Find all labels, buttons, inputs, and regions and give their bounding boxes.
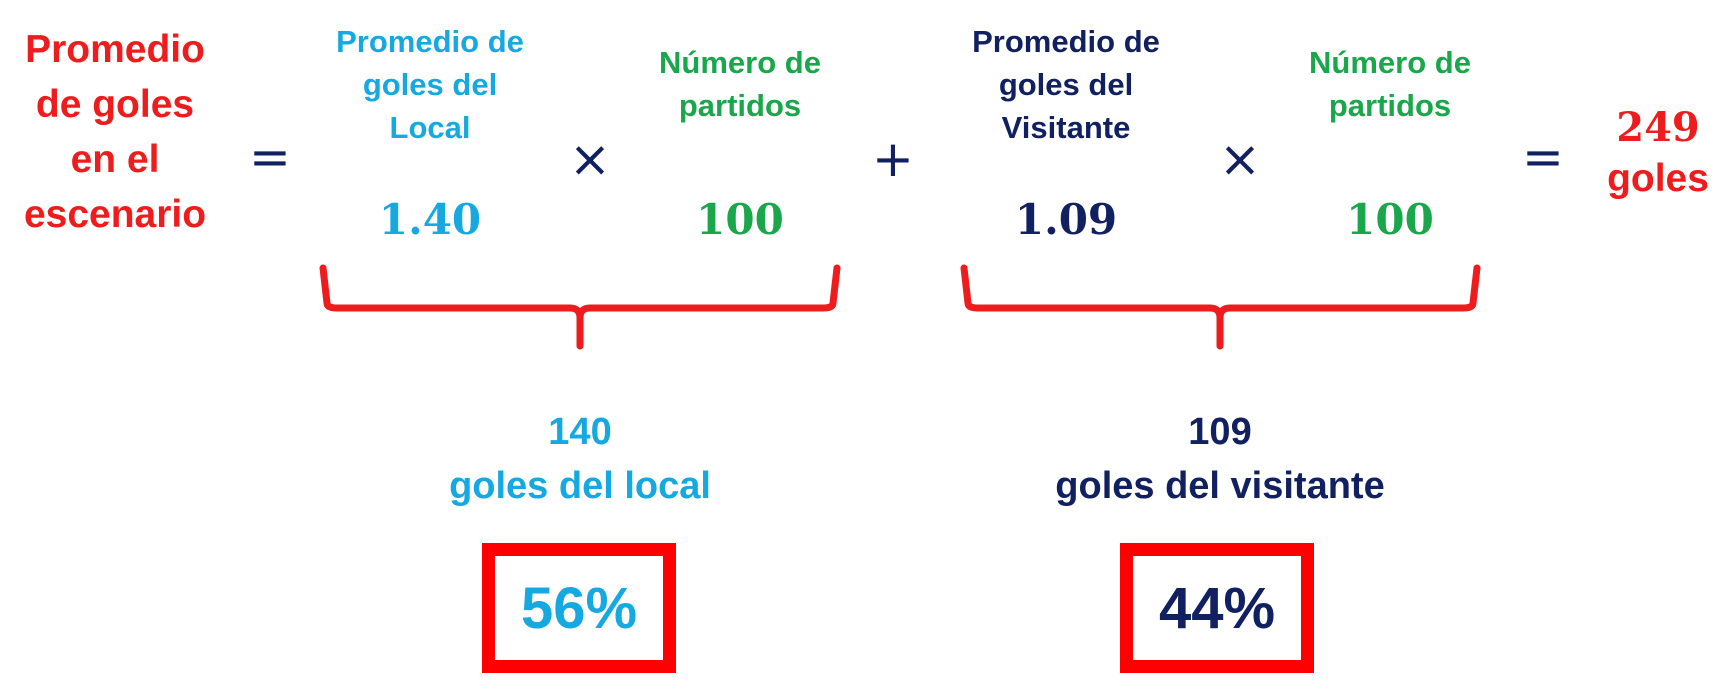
label-line: Número de	[659, 45, 821, 80]
total-goals-unit: goles	[1607, 157, 1709, 200]
title-line: Promedio	[25, 28, 205, 71]
visitor-goals-value: 109	[1188, 411, 1252, 453]
label-line: goles del	[362, 67, 498, 102]
times-sign: ×	[569, 130, 611, 188]
left-brace	[323, 268, 837, 346]
local-average-value: 1.40	[378, 195, 482, 244]
local-percent: 56%	[520, 575, 638, 641]
label-line: partidos	[678, 88, 802, 123]
equals-sign: =	[1522, 128, 1564, 186]
local-goals	[380, 405, 780, 513]
label-line: Promedio de	[972, 24, 1160, 59]
visitor-percent: 44%	[1158, 575, 1276, 641]
visitor-goals-label: goles del visitante	[1055, 465, 1385, 507]
visitor-percent-box	[1120, 543, 1314, 673]
label-line: partidos	[1328, 88, 1452, 123]
label-line: goles del	[998, 67, 1134, 102]
title-line: en el	[70, 138, 160, 181]
plus-sign: +	[872, 130, 914, 188]
visitor-goals	[1000, 405, 1440, 513]
equals-sign: =	[249, 128, 291, 186]
title-line: de goles	[35, 83, 195, 126]
local-percent-box	[482, 543, 676, 673]
title-line: escenario	[23, 193, 207, 236]
local-goals-label: goles del local	[449, 465, 711, 507]
label-line: Promedio de	[336, 24, 524, 59]
local-matches-value: 100	[696, 195, 784, 244]
visitor-average-value: 1.09	[1014, 195, 1118, 244]
total-goals-value: 249	[1616, 104, 1700, 151]
times-sign: ×	[1219, 130, 1261, 188]
label-line: Número de	[1309, 45, 1471, 80]
label-line: Local	[389, 110, 471, 145]
local-goals-value: 140	[548, 411, 612, 453]
visitor-matches-value: 100	[1346, 195, 1434, 244]
right-brace	[964, 268, 1477, 346]
label-line: Visitante	[1001, 110, 1131, 145]
